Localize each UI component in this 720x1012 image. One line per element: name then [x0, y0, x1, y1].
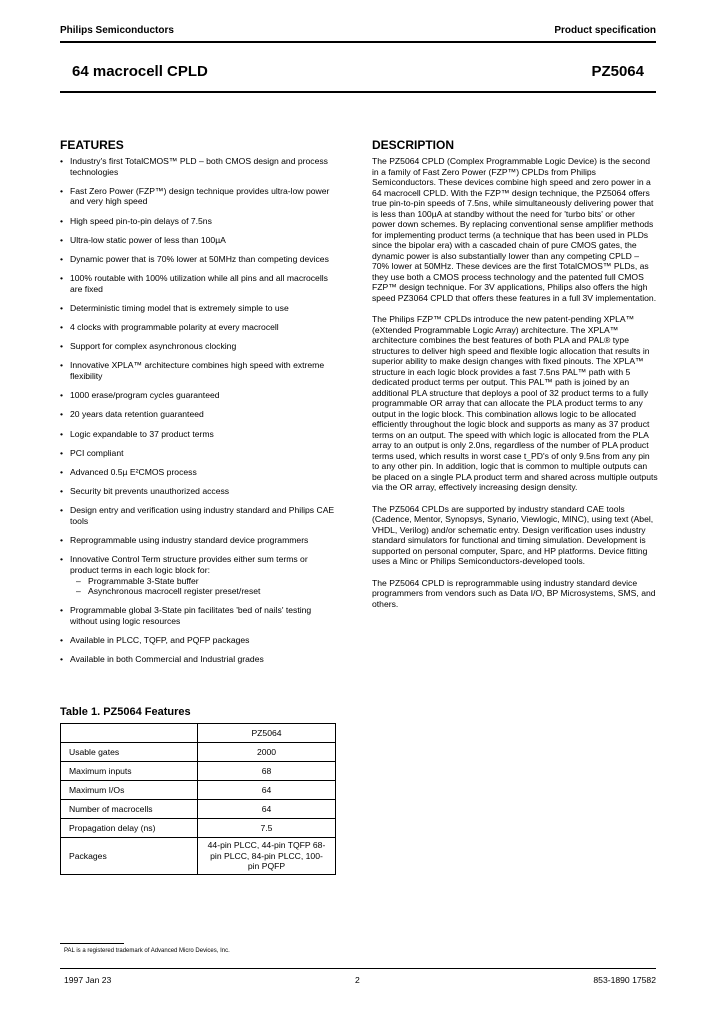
table-cell-value: 68 — [198, 762, 336, 781]
footnote-rule — [60, 943, 124, 944]
header-rule — [60, 41, 656, 43]
table-header-empty — [61, 724, 198, 743]
feature-item: • PCI compliant — [60, 448, 336, 459]
feature-item: • Ultra-low static power of less than 100µA — [60, 235, 336, 246]
table-row — [61, 743, 336, 762]
feature-item-text: Innovative Control Term structure provides either sum terms or product terms in each logic block for: — [70, 554, 308, 575]
table-row — [61, 781, 336, 800]
feature-item: • Programmable global 3-State pin facilitates 'bed of nails' testing without using logic resources — [60, 605, 336, 626]
table-cell-value: 7.5 — [198, 819, 336, 838]
footer-rule — [60, 968, 656, 969]
feature-item: • Industry's first TotalCMOS™ PLD – both CMOS design and process technologies — [60, 156, 336, 177]
feature-item: • High speed pin-to-pin delays of 7.5ns — [60, 216, 336, 227]
table-cell-label: Maximum inputs — [61, 762, 198, 781]
feature-item: • Available in PLCC, TQFP, and PQFP packages — [60, 635, 336, 646]
features-table — [60, 723, 336, 875]
description-heading: DESCRIPTION — [372, 138, 455, 152]
feature-item: • Innovative XPLA™ architecture combines high speed with extreme flexibility — [60, 360, 336, 381]
description-paragraph: The Philips FZP™ CPLDs introduce the new patent-pending XPLA™ (eXtended Programmable Logic Array) architecture. The XPLA™ architecture combines the best features of both PLA and PAL® type structures to deliver high speed and flexible logic allocation that results in superior ability to make design changes with fixed pinouts. The XPLA™ structure in each logic block provides a fast 7.5ns PAL™ path with 5 dedicated product terms per output. This PAL™ path is joined by an additional PLA structure that deploys a pool of 32 product terms to a fully programmable OR array that can allocate the PLA product terms to any output in the logic block. This combination allows logic to be allocated efficiently throughout the logic block and supports as many as 37 product terms on an output. The speed with which logic is allocated from the PLA array to an output is only 2.0ns, regardless of the number of PLA product terms used, which results in worst case t_PD's of only 9.5ns from any pin to any other pin. In addition, logic that is common to multiple outputs can be placed on a single PLA product term and shared across multiple outputs via the OR array, effectively increasing design density. — [372, 314, 658, 492]
description-paragraph: The PZ5064 CPLD is reprogrammable using industry standard device programmers from vendors such as Data I/O, BP Microsystems, SMS, and others. — [372, 577, 656, 609]
table-cell-label: Number of macrocells — [61, 800, 198, 819]
description-column — [372, 138, 658, 620]
header-doc-type: Product specification — [554, 25, 656, 36]
feature-item: • 1000 erase/program cycles guaranteed — [60, 390, 336, 401]
footer-page-number: 2 — [355, 975, 360, 985]
feature-item: • Advanced 0.5µ E²CMOS process — [60, 467, 336, 478]
feature-item: • Dynamic power that is 70% lower at 50MHz than competing devices — [60, 254, 336, 265]
product-description-title: 64 macrocell CPLD — [72, 63, 208, 80]
description-paragraph: The PZ5064 CPLD (Complex Programmable Logic Device) is the second in a family of Fast Zero Power (FZP™) CPLDs from Philips Semiconductors. These devices combine high speed and zero power in a 64 macrocell CPLD. With the FZP™ design technique, the PZ5064 offers true pin-to-pin speeds of 7.5ns, while simultaneously delivering power that is less than 100µA at standby without the need for 'turbo bits' or other power down schemes. By replacing conventional sense amplifier methods for implementing product terms (a technique that has been used in PLDs since the bipolar era) with a cascaded chain of pure CMOS gates, the dynamic power is also substantially lower than any competing CPLD – 70% lower at 50MHz. These devices are the first TotalCMOS™ PLDs, as they use both a CMOS process technology and the patented full CMOS FZP™ design technique. For 3V applications, Philips also offers the high speed PZ3064 CPLD that offers these features in a full 3V implementation. — [372, 156, 657, 303]
table-cell-label: Maximum I/Os — [61, 781, 198, 800]
sub-item: – Asynchronous macrocell register preset/reset — [70, 586, 336, 597]
feature-item: • Reprogrammable using industry standard device programmers — [60, 535, 336, 546]
table-cell-value: 2000 — [198, 743, 336, 762]
feature-item-control-term — [60, 554, 336, 596]
feature-item: • Logic expandable to 37 product terms — [60, 429, 336, 440]
table-cell-value: 64 — [198, 781, 336, 800]
feature-item: • Security bit prevents unauthorized access — [60, 486, 336, 497]
feature-item: • Design entry and verification using industry standard and Philips CAE tools — [60, 505, 336, 526]
table-header-cell: PZ5064 — [198, 724, 336, 743]
header-company: Philips Semiconductors — [60, 25, 174, 36]
feature-item: • Deterministic timing model that is extremely simple to use — [60, 303, 336, 314]
features-column — [60, 138, 336, 673]
table-row — [61, 838, 336, 875]
table-header-row — [61, 724, 336, 743]
part-number-title: PZ5064 — [591, 63, 644, 80]
table-title: Table 1. PZ5064 Features — [60, 706, 191, 718]
table-row — [61, 800, 336, 819]
table-row — [61, 819, 336, 838]
table-cell-label: Propagation delay (ns) — [61, 819, 198, 838]
feature-item: • 100% routable with 100% utilization while all pins and all macrocells are fixed — [60, 273, 336, 294]
title-rule — [60, 91, 656, 93]
features-heading: FEATURES — [60, 138, 124, 152]
feature-item: • 4 clocks with programmable polarity at every macrocell — [60, 322, 336, 333]
table-cell-label: Packages — [61, 838, 198, 875]
feature-item: • 20 years data retention guaranteed — [60, 409, 336, 420]
table-cell-value: 64 — [198, 800, 336, 819]
table-row — [61, 762, 336, 781]
description-paragraph: The PZ5064 CPLDs are supported by industry standard CAE tools (Cadence, Mentor, Synopsys, Synario, Viewlogic, MINC), using text (Abel, VHDL, Verilog) and/or schematic entry. Design verification uses industry standard simulators for functional and timing simulation. Development is supported on personal computer, Sparc, and HP platforms. Device fitting uses a Minc or Philips Semiconductors-developed tools. — [372, 503, 654, 566]
control-term-sublist — [70, 576, 336, 597]
footer-doc-code: 853-1890 17582 — [593, 975, 656, 985]
features-list — [60, 156, 336, 665]
table-cell-value: 44-pin PLCC, 44-pin TQFP 68-pin PLCC, 84-pin PLCC, 100-pin PQFP — [198, 838, 336, 875]
table-cell-label: Usable gates — [61, 743, 198, 762]
footnote: PAL is a registered trademark of Advanced Micro Devices, Inc. — [64, 948, 230, 954]
footer-date: 1997 Jan 23 — [64, 975, 112, 985]
feature-item: • Available in both Commercial and Industrial grades — [60, 654, 336, 665]
feature-item: • Fast Zero Power (FZP™) design technique provides ultra-low power and very high speed — [60, 186, 336, 207]
feature-item: • Support for complex asynchronous clocking — [60, 341, 336, 352]
sub-item: – Programmable 3-State buffer — [70, 576, 336, 587]
